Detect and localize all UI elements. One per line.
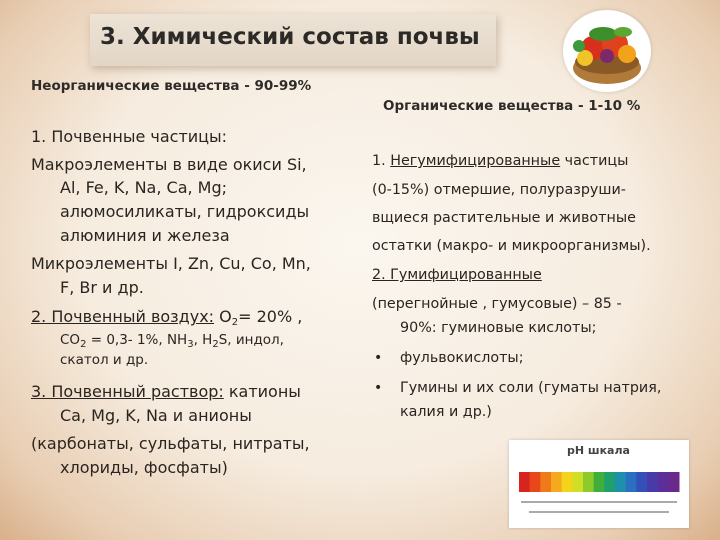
ph-color-segment	[668, 472, 679, 492]
ph-color-segment	[615, 472, 626, 492]
oxygen-value: = 20% ,	[238, 307, 303, 326]
ph-color-segment	[540, 472, 551, 492]
humins-item: Гумины и их соли (гуматы натрия,	[400, 380, 662, 396]
oxygen-subscript: 2	[231, 317, 239, 328]
macroelements-line-2: Al, Fe, K, Na, Ca, Mg;	[60, 178, 228, 197]
soil-solution-label: 3. Почвенный раствор:	[31, 382, 224, 401]
nh3-subscript: 3	[187, 339, 194, 350]
soil-solution-line	[31, 380, 301, 403]
non-humified-desc-1: (0-15%) отмершие, полуразруши-	[372, 182, 626, 198]
ph-color-segment	[583, 472, 594, 492]
co2-subscript: 2	[80, 339, 87, 350]
humins-item-2: калия и др.)	[400, 404, 492, 420]
inorganic-heading: Неорганические вещества - 90-99%	[31, 78, 312, 94]
soil-air-line	[31, 305, 302, 334]
cations-line: Ca, Mg, K, Na и анионы	[60, 406, 252, 425]
humified-desc-2: 90%: гуминовые кислоты;	[400, 320, 597, 336]
microelements-line: Микроэлементы I, Zn, Cu, Co, Mn,	[31, 254, 311, 273]
ph-color-segment	[519, 472, 530, 492]
ph-color-segment	[562, 472, 573, 492]
skatol-line: скатол и др.	[60, 352, 149, 368]
non-humified-label: Негумифицированные	[390, 153, 561, 169]
vegetable-basket-image	[563, 10, 651, 92]
non-humified-desc-2: вщиеся растительные и животные	[372, 210, 636, 226]
ph-color-segment	[572, 472, 583, 492]
ph-color-segment	[658, 472, 669, 492]
item1-prefix: 1.	[372, 153, 391, 169]
humified-desc-1: (перегнойные , гумусовые) – 85 -	[372, 296, 622, 312]
oxygen-symbol: O	[219, 307, 232, 326]
co2-rest: = 0,3- 1%, NH	[86, 332, 188, 348]
ph-color-segment	[647, 472, 658, 492]
bullet-icon: •	[374, 380, 383, 396]
item1-rest: частицы	[560, 153, 629, 169]
ph-scale-label: pH шкала	[567, 444, 630, 457]
organic-heading: Органические вещества - 1-10 %	[383, 98, 641, 114]
ph-color-segment	[530, 472, 541, 492]
h2s-rest: S, индол,	[218, 332, 284, 348]
aluminosilicates-line: алюмосиликаты, гидроксиды	[60, 202, 310, 221]
soil-air-label: 2. Почвенный воздух:	[31, 307, 215, 326]
anions-line-2: хлориды, фосфаты)	[60, 458, 228, 477]
ph-color-segment	[626, 472, 637, 492]
h2s-prefix: , H	[193, 332, 213, 348]
ph-scale-image	[509, 440, 689, 528]
ph-color-segment	[594, 472, 605, 492]
ph-color-segment	[636, 472, 647, 492]
co2-symbol: CO	[60, 332, 81, 348]
non-humified-desc-3: остатки (макро- и микроорганизмы).	[372, 238, 651, 254]
humified-label: 2. Гумифицированные	[372, 267, 542, 283]
ph-color-segment	[551, 472, 562, 492]
macroelements-line: Макроэлементы в виде окиси Si,	[31, 155, 307, 174]
non-humified-line	[372, 153, 628, 169]
bullet-icon: •	[374, 350, 383, 366]
soil-particles-heading: 1. Почвенные частицы:	[31, 127, 228, 146]
microelements-line-2: F, Br и др.	[60, 278, 144, 297]
slide-title: 3. Химический состав почвы	[100, 24, 480, 50]
anions-line: (карбонаты, сульфаты, нитраты,	[31, 434, 310, 453]
fulvic-acids-item: фульвокислоты;	[400, 350, 524, 366]
soil-solution-rest: катионы	[223, 382, 301, 401]
ph-color-segment	[604, 472, 615, 492]
aluminum-iron-line: алюминия и железа	[60, 226, 230, 245]
gas-composition-line	[60, 332, 284, 350]
h2s-subscript: 2	[212, 339, 219, 350]
